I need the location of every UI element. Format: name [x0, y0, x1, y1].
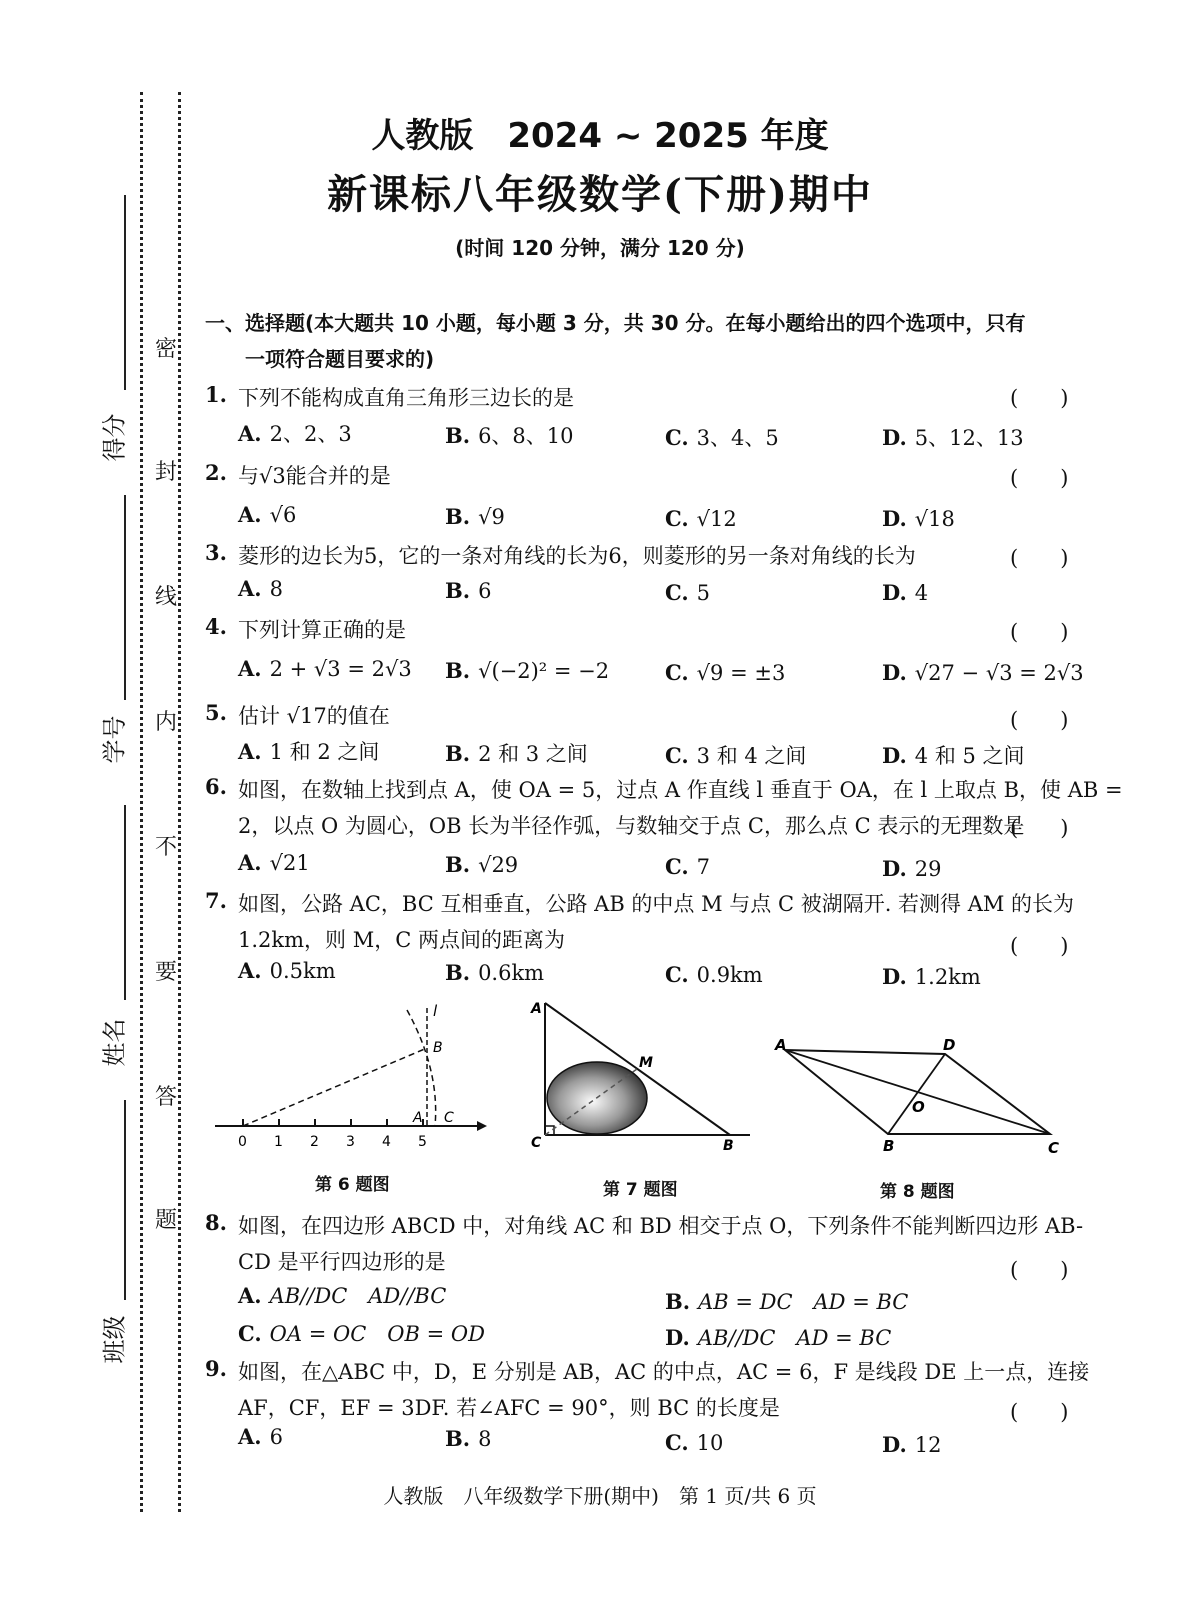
tick-label: 2: [310, 1134, 319, 1150]
question-number: 8.: [205, 1210, 227, 1235]
question-stem: 下列不能构成直角三角形三边长的是: [238, 386, 574, 410]
figure-6-caption: 第 6 题图: [315, 1175, 390, 1195]
question-number: 5.: [205, 700, 227, 725]
answer-paren: ( ): [1010, 620, 1069, 644]
option-d: D. 29: [882, 856, 942, 881]
id-label: 学号: [100, 715, 129, 764]
answer-paren: ( ): [1010, 386, 1069, 410]
question-stem: 估计 √17的值在: [238, 704, 390, 728]
label-c: C: [531, 1135, 542, 1151]
option-d: D. 4 和 5 之间: [882, 743, 1025, 768]
option-b: B. 8: [445, 1426, 492, 1451]
question-stem: 菱形的边长为5，它的一条对角线的长为6，则菱形的另一条对角线的长为: [238, 544, 916, 568]
option-d: D. 12: [882, 1432, 942, 1457]
question-number: 6.: [205, 774, 227, 799]
option-b: B. 2 和 3 之间: [445, 741, 588, 766]
question-stem: 如图，在△ABC 中，D，E 分别是 AB，AC 的中点，AC = 6，F 是线段 DE 上一点，连接: [238, 1360, 1090, 1384]
option-b: B. √(−2)² = −2: [445, 658, 610, 683]
dotted-seal-line-outer: [140, 92, 143, 1512]
class-label: 班级: [100, 1315, 129, 1364]
tick-label: 4: [382, 1134, 391, 1150]
question-stem: 如图，在四边形 ABCD 中，对角线 AC 和 BD 相交于点 O，下列条件不能判断四边形 AB-: [238, 1214, 1084, 1238]
figure-7-caption: 第 7 题图: [603, 1180, 678, 1200]
question-stem: 如图，在数轴上找到点 A，使 OA = 5，过点 A 作直线 l 垂直于 OA，在 l 上取点 B，使 AB =: [238, 778, 1123, 802]
question-number: 1.: [205, 382, 227, 407]
label-b: B: [723, 1138, 734, 1154]
name-label: 姓名: [100, 1018, 129, 1067]
option-b: B. 6、8、10: [445, 423, 574, 448]
option-d: D. √18: [882, 506, 955, 531]
answer-paren: ( ): [1010, 546, 1069, 570]
option-c: C. 3、4、5: [665, 425, 779, 450]
question-stem: 如图，公路 AC，BC 互相垂直，公路 AB 的中点 M 与点 C 被湖隔开. 若测得 AM 的长为: [238, 892, 1075, 916]
option-c: C. 7: [665, 854, 711, 879]
name-blank: [124, 805, 126, 1000]
option-c: C. 10: [665, 1430, 724, 1455]
section-title-line2: 一项符合题目要求的): [245, 347, 435, 371]
label-a: A: [775, 1036, 787, 1054]
seal-char: 密: [155, 337, 178, 362]
exam-time-score: (时间 120 分钟，满分 120 分): [455, 236, 745, 260]
label-a: A: [531, 1001, 542, 1017]
option-c: C. √12: [665, 506, 737, 531]
option-c: C. √9 = ±3: [665, 660, 786, 685]
section-title-line1: 一、选择题(本大题共 10 小题，每小题 3 分，共 30 分。在每小题给出的四个选项中，只有: [205, 311, 1026, 335]
question-stem: 与√3能合并的是: [238, 464, 391, 488]
exam-edition-title: 人教版 2024 ~ 2025 年度: [371, 116, 829, 156]
label-m: M: [639, 1055, 653, 1071]
seal-char: 内: [155, 710, 178, 735]
figure-7: [525, 995, 765, 1160]
label-b: B: [433, 1040, 443, 1056]
option-d: D. 1.2km: [882, 964, 981, 989]
option-a: A. 0.5km: [238, 958, 336, 983]
score-label: 得分: [100, 413, 129, 462]
tick-label: 1: [274, 1134, 283, 1150]
diagonal-bd: [888, 1054, 945, 1134]
answer-paren: ( ): [1010, 934, 1069, 958]
option-a: A. √6: [238, 502, 297, 527]
question-number: 7.: [205, 888, 227, 913]
number-line-arrow: [477, 1121, 487, 1131]
label-d: D: [943, 1036, 956, 1054]
option-a: A. 2 + √3 = 2√3: [238, 656, 412, 681]
option-a: A. 8: [238, 576, 283, 601]
option-b: B. √29: [445, 852, 519, 877]
seal-char: 线: [155, 585, 178, 610]
label-o: O: [912, 1098, 925, 1116]
seal-char: 要: [155, 960, 178, 985]
option-d: D. 4: [882, 580, 929, 605]
seal-char: 不: [155, 835, 178, 860]
option-d: D. √27 − √3 = 2√3: [882, 660, 1084, 685]
arc: [407, 1010, 436, 1126]
seal-char: 题: [155, 1208, 178, 1233]
figure-8: [770, 1030, 1070, 1160]
question-stem-cont: AF，CF，EF = 3DF. 若∠AFC = 90°，则 BC 的长度是: [238, 1396, 780, 1420]
exam-title: 新课标八年级数学(下册)期中: [327, 171, 873, 218]
option-c: C. 5: [665, 580, 711, 605]
section-title: [205, 305, 1125, 377]
tick-label: 3: [346, 1134, 355, 1150]
option-a: A. AB//DC AD//BC: [238, 1283, 447, 1308]
label-a: A: [413, 1110, 423, 1126]
option-b: B. √9: [445, 504, 505, 529]
seal-char: 答: [155, 1085, 178, 1110]
label-l: l: [433, 1002, 438, 1020]
answer-paren: ( ): [1010, 708, 1069, 732]
segment-ob: [243, 1048, 427, 1126]
option-d: D. AB//DC AD = BC: [665, 1325, 892, 1350]
answer-paren: ( ): [1010, 816, 1069, 840]
question-stem-cont: 2，以点 O 为圆心，OB 长为半径作弧，与数轴交于点 C，那么点 C 表示的无理数是: [238, 814, 1025, 838]
class-blank: [124, 1100, 126, 1300]
option-b: B. 0.6km: [445, 960, 545, 985]
option-b: B. AB = DC AD = BC: [665, 1289, 909, 1314]
id-blank: [124, 495, 126, 700]
option-b: B. 6: [445, 578, 492, 603]
option-c: C. 3 和 4 之间: [665, 743, 807, 768]
option-a: A. 6: [238, 1424, 283, 1449]
question-number: 2.: [205, 460, 227, 485]
question-stem-cont: 1.2km，则 M，C 两点间的距离为: [238, 928, 565, 952]
question-stem-cont: CD 是平行四边形的是: [238, 1250, 446, 1274]
question-number: 9.: [205, 1356, 227, 1381]
option-c: C. OA = OC OB = OD: [238, 1321, 485, 1346]
figure-8-caption: 第 8 题图: [880, 1182, 955, 1202]
label-b: B: [883, 1137, 895, 1155]
question-number: 3.: [205, 540, 227, 565]
answer-paren: ( ): [1010, 1400, 1069, 1424]
question-number: 4.: [205, 614, 227, 639]
option-d: D. 5、12、13: [882, 425, 1024, 450]
score-blank: [124, 195, 126, 390]
answer-paren: ( ): [1010, 466, 1069, 490]
tick-label: 5: [418, 1134, 427, 1150]
tick-label: 0: [238, 1134, 247, 1150]
option-a: A. √21: [238, 850, 310, 875]
label-c: C: [444, 1110, 454, 1126]
label-c: C: [1048, 1139, 1060, 1157]
seal-char: 封: [155, 460, 178, 485]
option-c: C. 0.9km: [665, 962, 763, 987]
figure-6: [215, 1000, 495, 1160]
option-a: A. 1 和 2 之间: [238, 739, 380, 764]
answer-paren: ( ): [1010, 1258, 1069, 1282]
page-footer: 人教版 八年级数学下册(期中) 第 1 页/共 6 页: [383, 1484, 817, 1508]
question-stem: 下列计算正确的是: [238, 618, 406, 642]
dotted-seal-line-inner: [178, 92, 181, 1512]
option-a: A. 2、2、3: [238, 421, 352, 446]
